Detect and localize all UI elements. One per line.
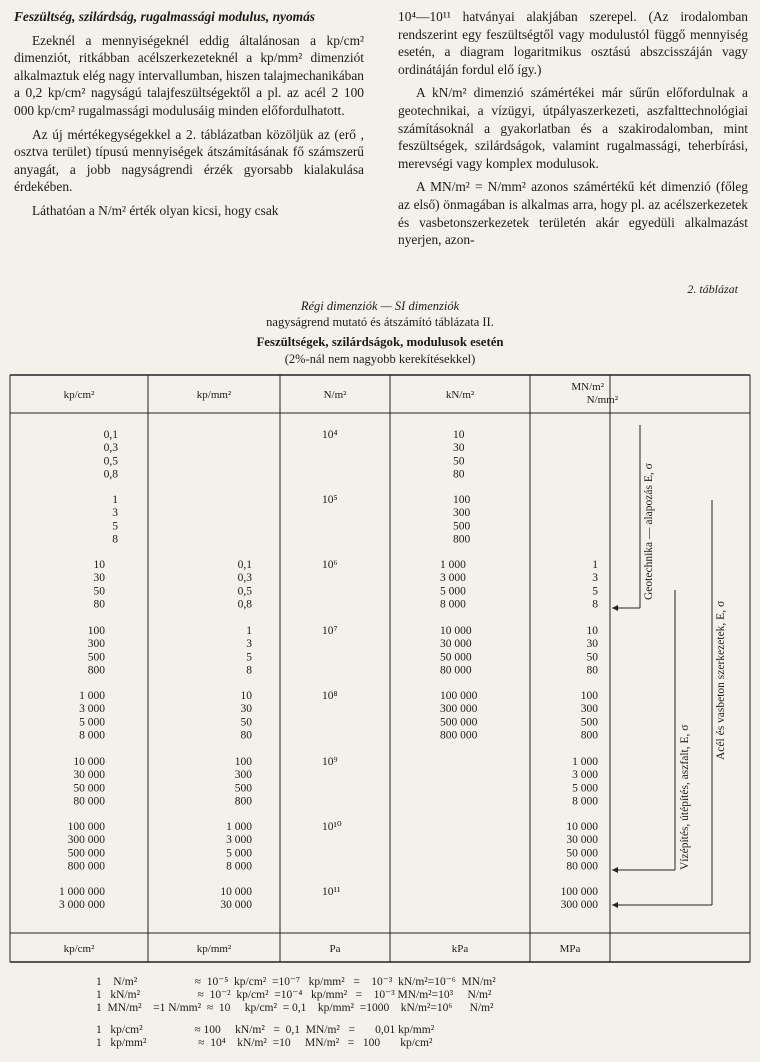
table-cell: 8 000 <box>572 795 598 808</box>
table-cell: 800 000 <box>440 729 478 742</box>
table-cell: 30 <box>93 572 105 585</box>
column-header: kp/mm² <box>196 389 232 401</box>
table-cell: 30 <box>240 703 252 716</box>
table-cell: 10¹¹ <box>322 886 341 898</box>
table-cell: 5 000 <box>440 585 466 598</box>
table-cell: 80 <box>240 729 252 742</box>
table-cell: 500 <box>453 520 471 533</box>
table-cell: 80 <box>586 664 598 677</box>
table-cell: 100 000 <box>560 886 598 898</box>
table-cell: 30 <box>586 638 598 651</box>
column-footer: kPa <box>451 943 469 955</box>
table-cell: 1 000 <box>226 821 252 833</box>
footnote-line: 1 kN/m² ≈ 10⁻² kp/cm² =10⁻⁴ kp/mm² = 10⁻³ MN/m²=10³ N/m² <box>96 989 492 1001</box>
column-header: kp/cm² <box>63 389 95 401</box>
table-caption-heading: Feszültségek, szilárdságok, modulusok esetén <box>256 335 504 349</box>
column-header: MN/m² <box>571 381 604 393</box>
column-footer: kp/mm² <box>196 943 232 955</box>
footnote-line: 1 kp/cm² ≈ 100 kN/m² = 0,1 MN/m² = 0,01 kp/mm² <box>96 1024 435 1036</box>
table-cell: 10 000 <box>440 625 472 637</box>
table-cell: 10⁹ <box>322 756 338 768</box>
paragraph: Az új mértékegységekkel a 2. táblázatban közöljük az (erő , osztva terület) típusú mennyiségek átszámításának fő számszerű anyagát, a jobb nagyságrendi érzék gyorsabb kialakulása érdekében. <box>14 126 364 195</box>
table-cell: 50 <box>240 716 252 729</box>
table-cell: 10⁸ <box>322 690 338 702</box>
table-cell: 30 000 <box>220 899 252 912</box>
table-cell: 1 000 <box>79 690 105 702</box>
table-caption-subtitle: nagyságrend mutató és átszámító táblázata II. <box>266 315 494 329</box>
table-caption-note: (2%-nál nem nagyobb kerekítésekkel) <box>284 352 476 366</box>
footnote-line: 1 MN/m² =1 N/mm² ≈ 10 kp/cm² = 0,1 kp/mm² =1000 kN/m²=10⁶ N/m² <box>96 1002 494 1014</box>
column-header: N/m² <box>323 389 347 401</box>
table-cell: 1 000 <box>572 756 598 768</box>
arrow-head <box>612 867 618 873</box>
table-cell: 300 000 <box>440 703 478 716</box>
table-cell: 300 <box>234 769 252 782</box>
table-cell: 80 000 <box>440 664 472 677</box>
table-cell: 10 <box>93 559 105 571</box>
table-cell: 100 000 <box>440 690 478 702</box>
paragraph: A MN/m² = N/mm² azonos számértékű két dimenzió (főleg az első) önmagában is alkalmas arra, hogy pl. az acélszerkezetek és vasbetonszerkezetek területén akár egyedüli alkalmazást nyerjen, azon- <box>398 179 748 248</box>
table-cell: 1 <box>246 625 252 637</box>
table-cell: 5 <box>112 520 118 533</box>
column-footer: kp/cm² <box>63 943 95 955</box>
table-cell: 50 <box>453 455 465 468</box>
table-cell: 300 <box>453 507 471 520</box>
table-cell: 50 000 <box>73 782 105 795</box>
table-cell: 10 000 <box>220 886 252 898</box>
side-label: Vízépítés, útépítés, aszfalt, E, σ <box>679 724 691 870</box>
side-label: Geotechnika — alapozás E, σ <box>643 463 655 600</box>
table-cell: 10⁵ <box>322 494 338 506</box>
table-cell: 3 000 <box>79 703 105 716</box>
table-cell: 5 <box>246 651 252 664</box>
table-cell: 80 <box>93 598 105 611</box>
table-cell: 10¹⁰ <box>322 821 342 833</box>
table-cell: 800 <box>580 729 598 742</box>
paragraph: 10⁴—10¹¹ hatványai alakjában szerepel. (Az irodalomban rendszerint egy feszültségtől vagy modulustól függő mennyiség esetén, a diagram logaritmikus osztású abszcisszáján vagy ordinátáján fordul elő így.) <box>398 9 748 77</box>
table-cell: 80 000 <box>566 860 598 873</box>
table-cell: 500 <box>87 651 105 664</box>
table-cell: 80 <box>453 468 465 481</box>
table-cell: 10 <box>240 690 252 702</box>
table-cell: 500 000 <box>440 716 478 729</box>
table-cell: 10 000 <box>73 756 105 768</box>
table-cell: 0,1 <box>103 429 118 441</box>
table-cell: 3 000 <box>440 572 466 585</box>
table-cell: 300 <box>87 638 105 651</box>
table-cell: 800 <box>234 795 252 808</box>
footnote-line: 1 kp/mm² ≈ 10⁴ kN/m² =10 MN/m² = 100 kp/cm² <box>96 1037 433 1049</box>
table-cell: 5 000 <box>79 716 105 729</box>
table-cell: 8 000 <box>79 729 105 742</box>
table-cell: 0,1 <box>237 559 252 571</box>
table-cell: 8 000 <box>440 598 466 611</box>
table-cell: 5 000 <box>226 847 252 860</box>
table-cell: 800 000 <box>67 860 105 873</box>
table-number: 2. táblázat <box>687 282 738 296</box>
column-footer: Pa <box>329 943 341 955</box>
table-cell: 3 000 000 <box>59 899 105 912</box>
table-cell: 100 <box>453 494 471 506</box>
table-cell: 500 000 <box>67 847 105 860</box>
table-cell: 5 <box>592 585 598 598</box>
table-cell: 3 000 <box>226 834 252 847</box>
table-caption-title: Régi dimenziók — SI dimenziók <box>300 299 460 313</box>
table-cell: 8 <box>246 664 252 677</box>
table-cell: 50 <box>93 585 105 598</box>
table-cell: 1 000 000 <box>59 886 105 898</box>
footnote-line: 1 N/m² ≈ 10⁻⁵ kp/cm² =10⁻⁷ kp/mm² = 10⁻³ kN/m²=10⁻⁶ MN/m² <box>96 976 496 988</box>
table-cell: 100 000 <box>67 821 105 833</box>
table-cell: 3 <box>246 638 252 651</box>
table-cell: 50 000 <box>566 847 598 860</box>
arrow-head <box>612 605 618 611</box>
table-cell: 0,3 <box>237 572 252 585</box>
arrow-head <box>612 902 618 908</box>
table-cell: 3 <box>592 572 598 585</box>
table-cell: 3 <box>112 507 118 520</box>
paragraph: Ezeknél a mennyiségeknél eddig általánosan a kp/cm² dimenziót, ritkábban acélszerkezeteknél a kp/mm² dimenziót alkalmaztuk elég nagy intervallumban, hiszen talajmechanikában a 0,2 kp/cm² nagyságú talajfeszültségektől a pl. az acél 2 100 000 kp/cm² rugalmassági modulusáig minden előfordulhatott. <box>14 32 364 118</box>
table-cell: 80 000 <box>73 795 105 808</box>
table-cell: 50 <box>586 651 598 664</box>
table-cell: 100 <box>580 690 598 702</box>
table-cell: 10 <box>586 625 598 637</box>
side-label: Acél és vasbeton szerkezetek, E, σ <box>715 600 727 760</box>
table-cell: 0,5 <box>103 455 118 468</box>
table-cell: 1 <box>592 559 598 571</box>
table-cell: 500 <box>234 782 252 795</box>
table-cell: 0,8 <box>237 598 252 611</box>
table-cell: 10 <box>453 429 465 441</box>
table-cell: 10⁴ <box>322 429 338 441</box>
table-cell: 1 000 <box>440 559 466 571</box>
table-cell: 0,8 <box>103 468 118 481</box>
table-cell: 100 <box>87 625 105 637</box>
table-cell: 5 000 <box>572 782 598 795</box>
table-cell: 30 <box>453 442 465 455</box>
column-footer: MPa <box>559 943 581 955</box>
table-cell: 8 <box>112 533 118 546</box>
column-header: kN/m² <box>445 389 475 401</box>
paragraph: Láthatóan a N/m² érték olyan kicsi, hogy csak <box>32 202 279 218</box>
table-cell: 1 <box>112 494 118 506</box>
table-cell: 300 <box>580 703 598 716</box>
table-cell: 10 000 <box>566 821 598 833</box>
table-cell: 10⁶ <box>322 559 338 571</box>
table-cell: 8 000 <box>226 860 252 873</box>
section-heading: Feszültség, szilárdság, rugalmassági modulus, nyomás <box>14 9 315 24</box>
paragraph: A kN/m² dimenzió számértékei már sűrűn előfordulnak a geotechnikai, a vízügyi, útpályaszerkezeti, aszfalttechnológiai számításoknál a gyakorlatban és a szakirodalomban, mint feszültségek, szilárdságok, valamint rugalmassági, teherbírási, merevségi vagy komplex modulusok. <box>398 85 748 171</box>
table-cell: 30 000 <box>566 834 598 847</box>
table-cell: 300 000 <box>67 834 105 847</box>
table-cell: 3 000 <box>572 769 598 782</box>
table-cell: 10⁷ <box>322 625 338 637</box>
table-cell: 800 <box>453 533 471 546</box>
table-cell: 500 <box>580 716 598 729</box>
table-cell: 300 000 <box>560 899 598 912</box>
table-cell: 100 <box>234 756 252 768</box>
table-cell: 50 000 <box>440 651 472 664</box>
table-cell: 30 000 <box>73 769 105 782</box>
table-cell: 8 <box>592 598 598 611</box>
table-cell: 0,3 <box>103 442 118 455</box>
table-cell: 800 <box>87 664 105 677</box>
column-header: N/mm² <box>586 394 618 406</box>
table-cell: 0,5 <box>237 585 252 598</box>
table-cell: 30 000 <box>440 638 472 651</box>
